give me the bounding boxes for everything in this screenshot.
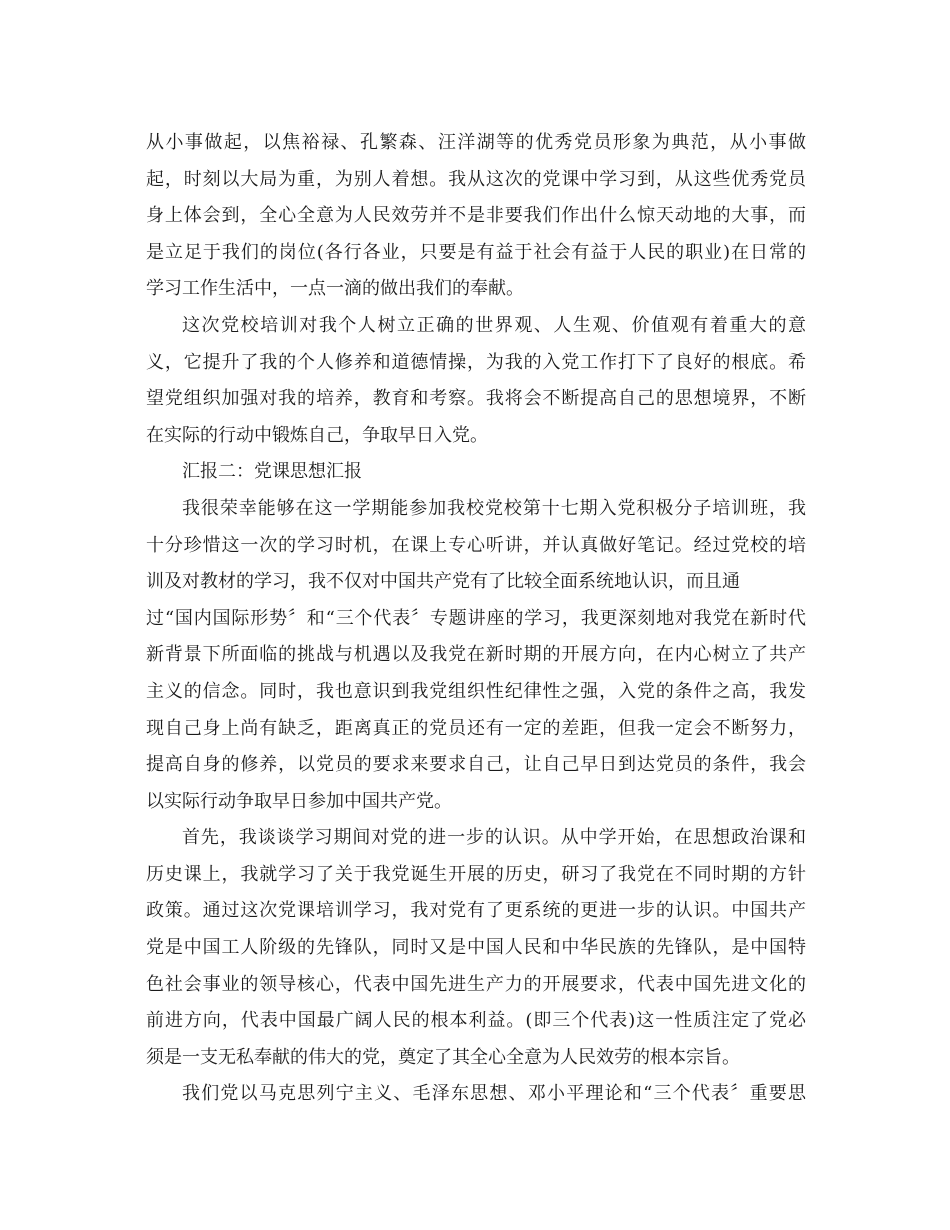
text-line: 主义的信念。同时，我也意识到我党组织性纪律性之强，入党的条件之高，我发: [146, 680, 806, 702]
text-line: 须是一支无私奉献的伟大的党，奠定了其全心全意为人民效劳的根本宗旨。: [146, 1046, 740, 1068]
text-line: 色社会事业的领导核心，代表中国先进生产力的开展要求，代表中国先进文化的: [146, 973, 806, 995]
text-line: 首先，我谈谈学习期间对党的进一步的认识。从中学开始，在思想政治课和: [182, 827, 806, 849]
text-line: 政策。通过这次党课培训学习，我对党有了更系统的更进一步的认识。中国共产: [146, 900, 806, 922]
text-line: 提高自身的修养，以党员的要求来要求自己，让自己早日到达党员的条件，我会: [146, 754, 806, 776]
text-line: 党是中国工人阶级的先锋队，同时又是中国人民和中华民族的先锋队，是中国特: [146, 937, 806, 959]
text-line: 训及对教材的学习，我不仅对中国共产党有了比较全面系统地认识，而且通: [146, 571, 740, 593]
text-line: 我们党以马克思列宁主义、毛泽东思想、邓小平理论和“三个代表〞重要思: [182, 1083, 806, 1105]
text-line: 历史课上，我就学习了关于我党诞生开展的历史，研习了我党在不同时期的方针: [146, 863, 806, 885]
paragraph-1: [146, 125, 806, 308]
paragraph-4: [146, 820, 806, 1076]
text-line: 学习工作生活中，一点一滴的做出我们的奉献。: [146, 278, 524, 300]
text-line: 十分珍惜这一次的学习时机，在课上专心听讲，并认真做好笔记。经过党校的培: [146, 534, 806, 556]
text-line: 在实际的行动中锻炼自己，争取早日入党。: [146, 424, 488, 446]
text-line: 起，时刻以大局为重，为别人着想。我从这次的党课中学习到，从这些优秀党员: [146, 168, 806, 190]
text-line: 这次党校培训对我个人树立正确的世界观、人生观、价值观有着重大的意: [182, 314, 806, 336]
text-line: 身上体会到，全心全意为人民效劳并不是非要我们作出什么惊天动地的大事，而: [146, 205, 806, 227]
paragraph-2: [146, 308, 806, 454]
text-line: 从小事做起，以焦裕禄、孔繁森、汪洋湖等的优秀党员形象为典范，从小事做: [146, 132, 806, 153]
text-line: 过“国内国际形势〞和“三个代表〞专题讲座的学习，我更深刻地对我党在新时代: [146, 607, 806, 629]
section-heading: 汇报二：党课思想汇报: [182, 461, 362, 483]
paragraph-3: [146, 491, 806, 820]
text-line: 前进方向，代表中国最广阔人民的根本利益。(即三个代表)这一性质注定了党必: [146, 1010, 806, 1032]
report-two-heading: [146, 454, 806, 491]
text-line: 现自己身上尚有缺乏，距离真正的党员还有一定的差距，但我一定会不断努力，: [146, 717, 806, 739]
text-line: 以实际行动争取早日参加中国共产党。: [146, 790, 452, 812]
document-body: [146, 125, 806, 1113]
text-line: 是立足于我们的岗位(各行各业，只要是有益于社会有益于人民的职业)在日常的: [146, 241, 806, 263]
paragraph-5: [146, 1076, 806, 1113]
text-line: 义，它提升了我的个人修养和道德情操，为我的入党工作打下了良好的根底。希: [146, 351, 806, 373]
text-line: 新背景下所面临的挑战与机遇以及我党在新时期的开展方向，在内心树立了共产: [146, 644, 806, 666]
text-line: 望党组织加强对我的培养，教育和考察。我将会不断提高自己的思想境界，不断: [146, 388, 806, 410]
text-line: 我很荣幸能够在这一学期能参加我校党校第十七期入党积极分子培训班，我: [182, 497, 806, 519]
